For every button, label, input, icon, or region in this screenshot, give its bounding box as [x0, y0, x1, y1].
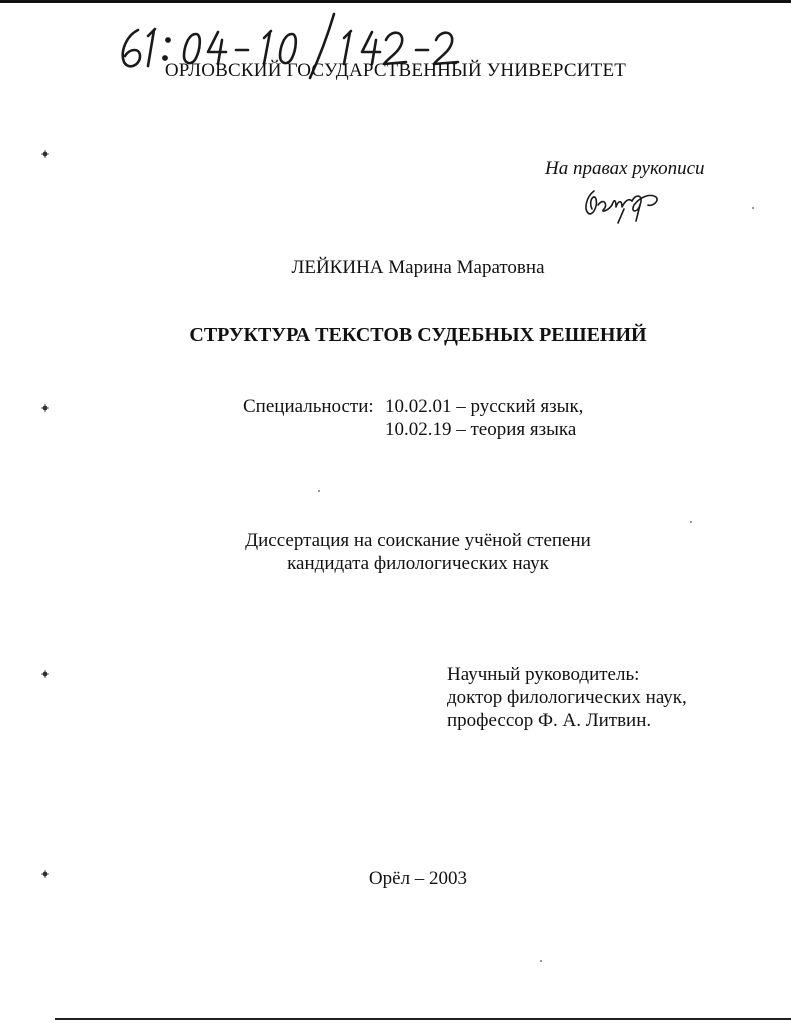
- author-name: ЛЕЙКИНА Марина Маратовна: [291, 257, 545, 278]
- scan-speck: [752, 207, 754, 209]
- scan-speck: [318, 490, 320, 492]
- scan-speck: [540, 960, 542, 962]
- handwritten-signature: [578, 183, 668, 225]
- scan-speck: [690, 521, 692, 523]
- supervisor-degree: доктор филологических наук,: [447, 687, 687, 708]
- scan-bottom-border: [55, 1018, 791, 1020]
- supervisor-name: профессор Ф. А. Литвин.: [447, 710, 652, 731]
- city-year: Орёл – 2003: [368, 868, 468, 889]
- dissertation-degree-line-1: Диссертация на соискание учёной степени: [245, 530, 591, 551]
- dissertation-degree-line-2: кандидата филологических наук: [287, 553, 549, 574]
- binder-hole-mark: [40, 146, 50, 156]
- supervisor-heading: Научный руководитель:: [447, 664, 640, 685]
- binder-hole-mark: [40, 400, 50, 410]
- binder-hole-mark: [40, 866, 50, 876]
- specialty-russian-language: 10.02.01 – русский язык,: [385, 396, 584, 417]
- specialties-label: Специальности:: [243, 396, 374, 417]
- university-name: ОРЛОВСКИЙ ГОСУДАРСТВЕННЫЙ УНИВЕРСИТЕТ: [164, 60, 627, 81]
- dissertation-title: СТРУКТУРА ТЕКСТОВ СУДЕБНЫХ РЕШЕНИЙ: [189, 324, 647, 346]
- scan-top-border: [0, 0, 791, 3]
- manuscript-rights-note: На правах рукописи: [545, 158, 705, 179]
- binder-hole-mark: [40, 666, 50, 676]
- specialty-language-theory: 10.02.19 – теория языка: [385, 419, 577, 440]
